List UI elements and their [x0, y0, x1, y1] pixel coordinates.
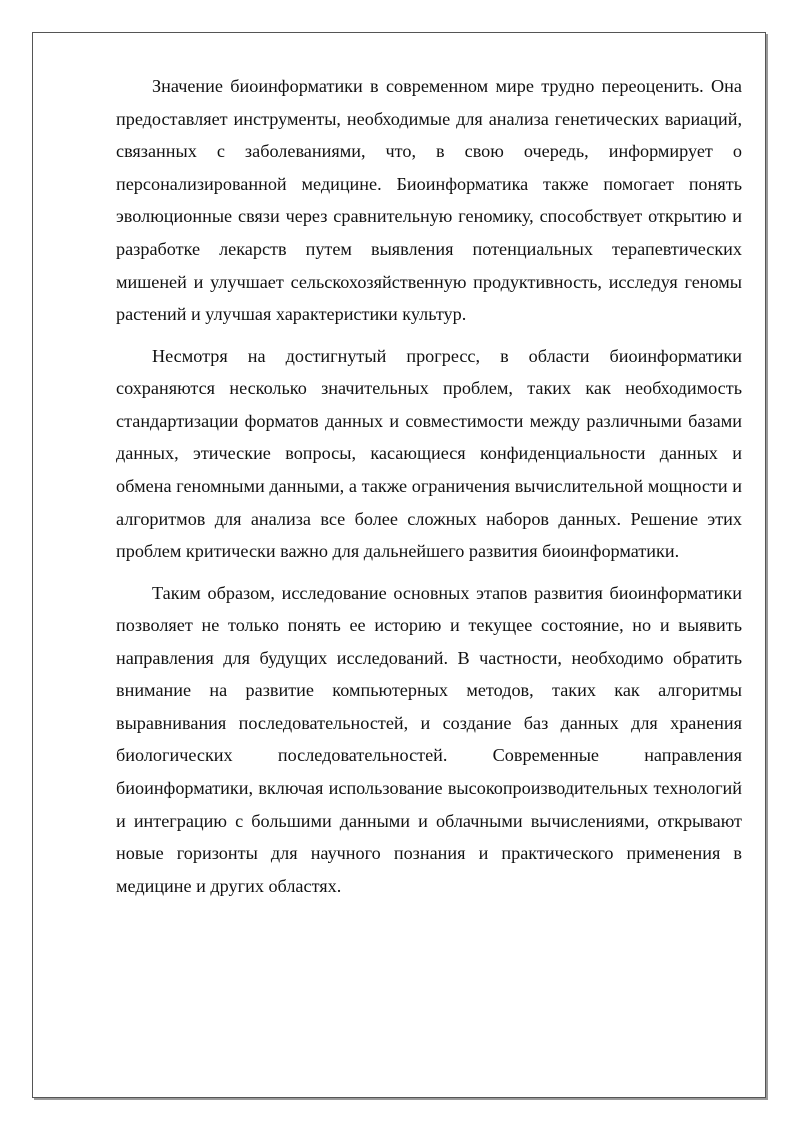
paragraph-3: Таким образом, исследование основных этапов развития биоинформатики позволяет не только понять ее историю и текущее состояние, но и выявить направления для будущих исследований. В частности, необходимо обратить внимание на развитие компьютерных методов, таких как алгоритмы выравнивания последовательностей, и создание баз данных для хранения биологических последовательностей. Современные направления биоинформатики, включая использование высокопроизводительных технологий и интеграцию с большими данными и облачными вычислениями, открывают новые горизонты для научного познания и практического применения в медицине и других областях.	[116, 582, 742, 896]
paragraph-1: Значение биоинформатики в современном мире трудно переоценить. Она предоставляет инструменты, необходимые для анализа генетических вариаций, связанных с заболеваниями, что, в свою очередь, информирует о персонализированной медицине. Биоинформатика также помогает понять эволюционные связи через сравнительную геномику, способствует открытию и разработке лекарств путем выявления потенциальных терапевтических мишеней и улучшает сельскохозяйственную продуктивность, исследуя геномы растений и улучшая характеристики культур.	[116, 76, 742, 325]
document-body	[116, 70, 742, 911]
paragraph-2: Несмотря на достигнутый прогресс, в области биоинформатики сохраняются несколько значительных проблем, таких как необходимость стандартизации форматов данных и совместимости между различными базами данных, этические вопросы, касающиеся конфиденциальности данных и обмена геномными данными, а также ограничения вычислительной мощности и алгоритмов для анализа все более сложных наборов данных. Решение этих проблем критически важно для дальнейшего развития биоинформатики.	[116, 345, 742, 562]
